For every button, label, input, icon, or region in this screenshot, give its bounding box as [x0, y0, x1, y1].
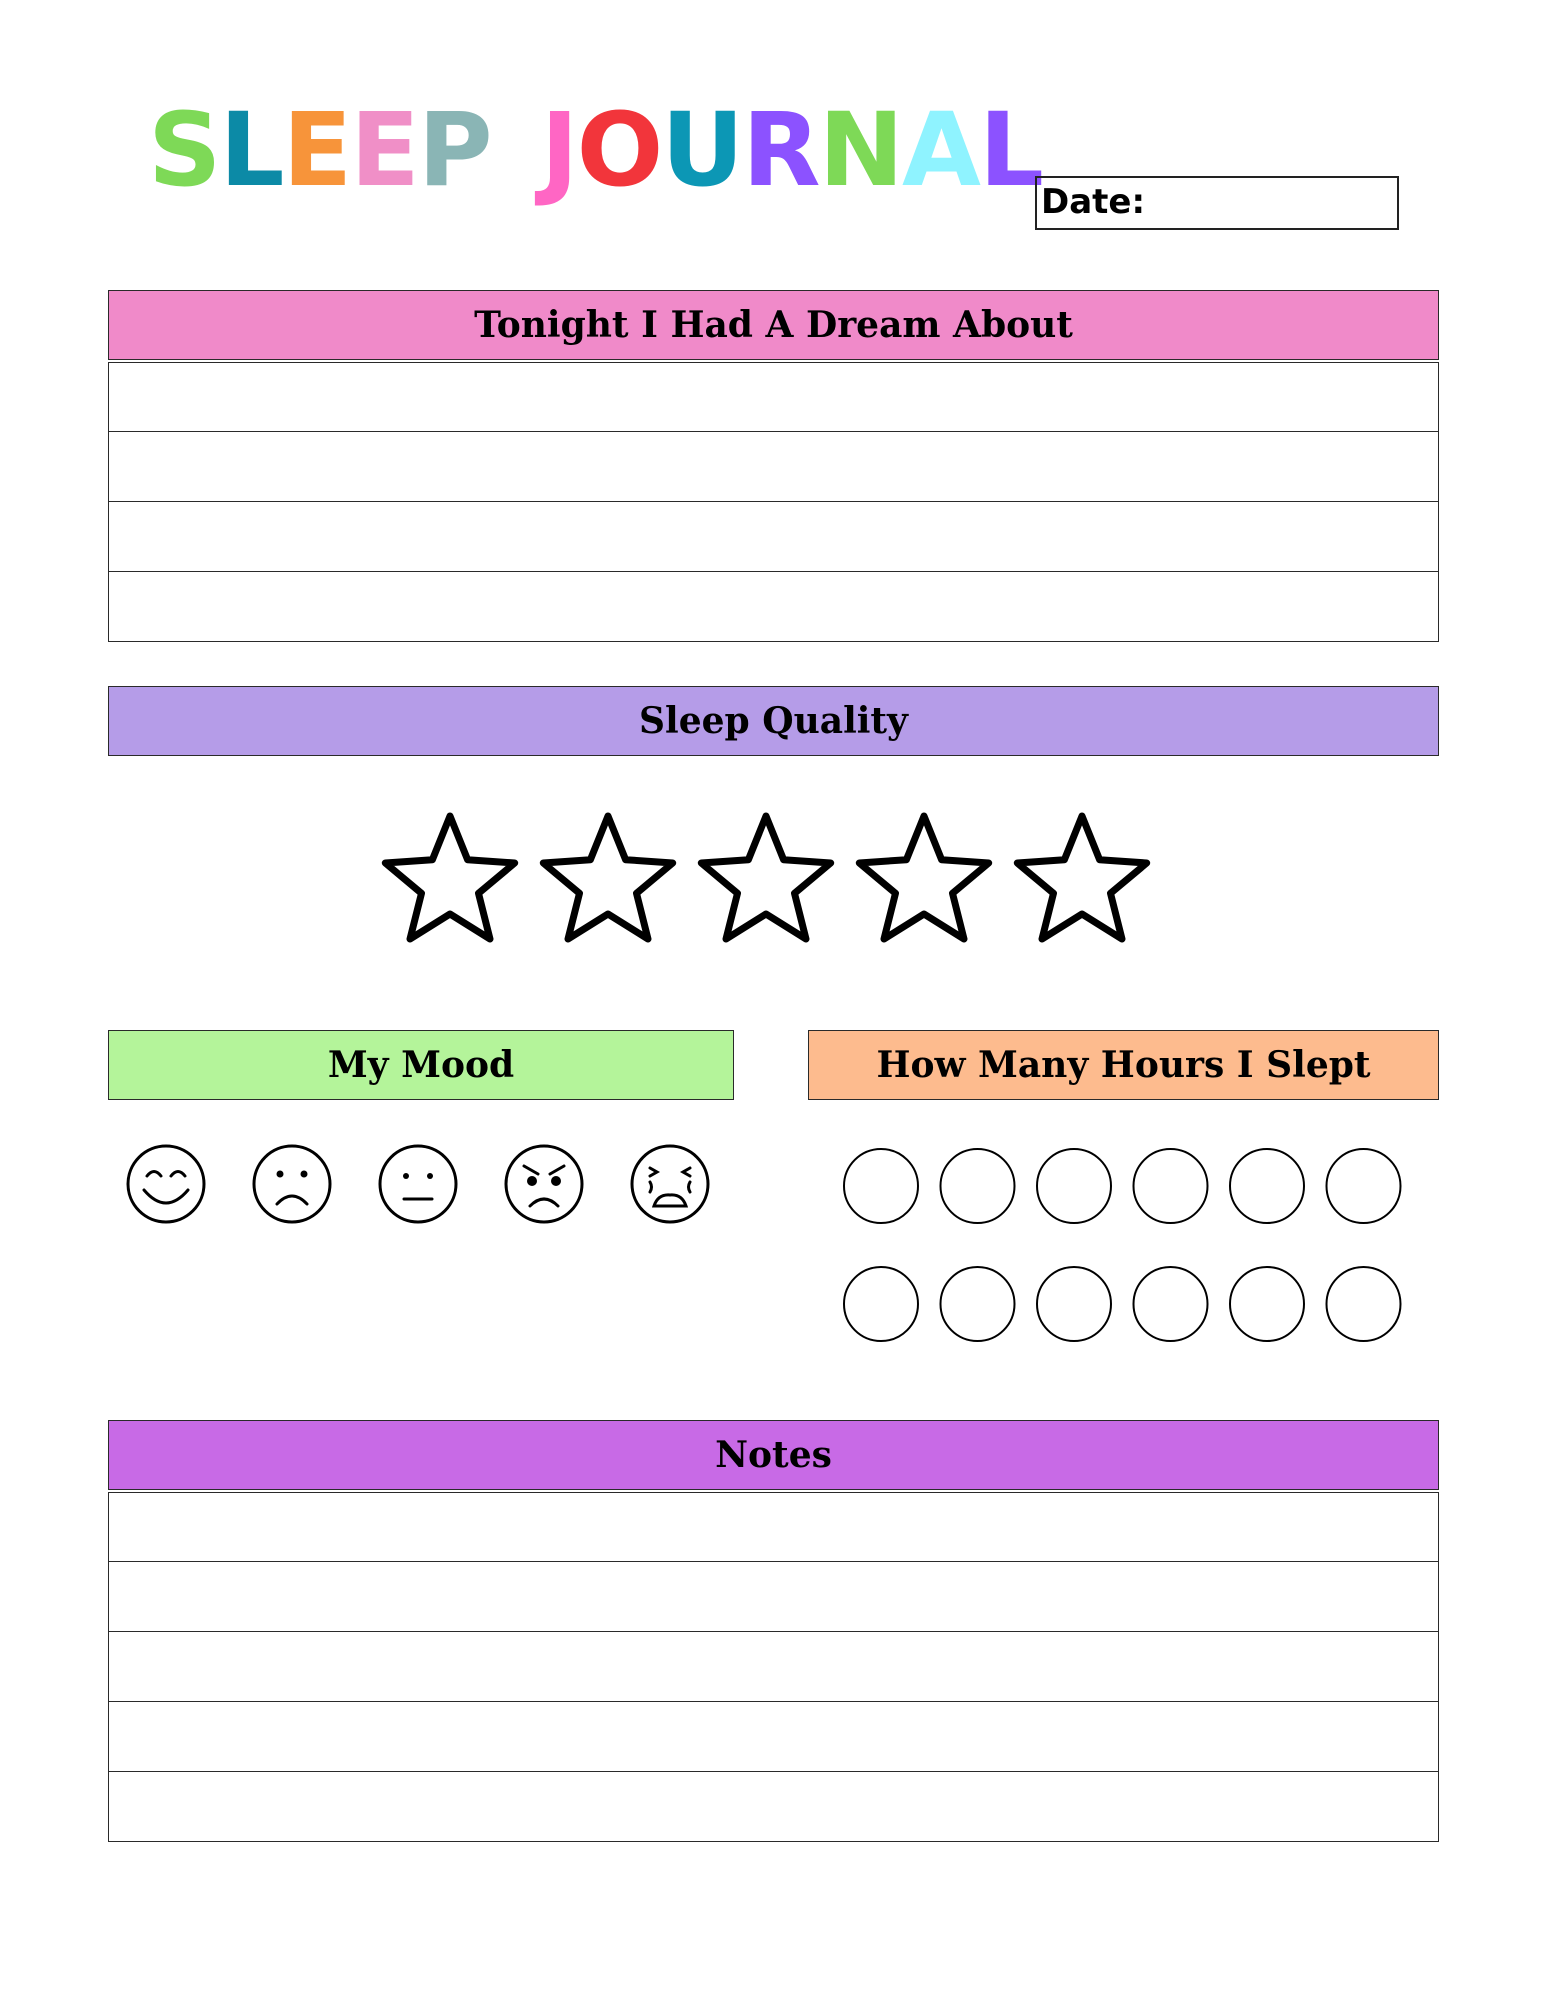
title-letter: P [417, 91, 491, 210]
hours-heading-banner [808, 1030, 1439, 1100]
sleep-quality-heading: Sleep Quality [639, 700, 908, 742]
notes-line[interactable] [108, 1562, 1439, 1632]
mood-faces [124, 1142, 724, 1226]
title-word-sleep [148, 91, 491, 210]
title-letter: J [540, 91, 577, 210]
dream-line[interactable] [108, 362, 1439, 432]
dream-line[interactable] [108, 502, 1439, 572]
hour-circle[interactable] [844, 1149, 918, 1223]
hour-circle[interactable] [1327, 1267, 1401, 1341]
star-icon[interactable] [1017, 816, 1146, 939]
angry-face-icon[interactable] [506, 1146, 582, 1222]
title-letter: L [219, 91, 283, 210]
star-icon[interactable] [859, 816, 988, 939]
star-icon[interactable] [543, 816, 672, 939]
title-letter: L [978, 91, 1042, 210]
hour-circle[interactable] [1037, 1149, 1111, 1223]
dream-line[interactable] [108, 572, 1439, 642]
hours-circles [842, 1147, 1408, 1347]
happy-face-icon[interactable] [128, 1146, 204, 1222]
date-label: Date: [1041, 182, 1146, 222]
hour-circle[interactable] [1327, 1149, 1401, 1223]
hour-circle[interactable] [1134, 1149, 1208, 1223]
star-icon[interactable] [701, 816, 830, 939]
title-letter: N [818, 91, 903, 210]
hour-circle[interactable] [1037, 1267, 1111, 1341]
star-rating[interactable] [380, 808, 1160, 950]
title-word-journal [541, 91, 1042, 210]
sad-face-icon[interactable] [254, 1146, 330, 1222]
notes-line[interactable] [108, 1772, 1439, 1842]
notes-line[interactable] [108, 1492, 1439, 1562]
title-letter: U [661, 91, 743, 210]
notes-line[interactable] [108, 1702, 1439, 1772]
title-letter: R [742, 91, 819, 210]
hour-circle[interactable] [1134, 1267, 1208, 1341]
notes-heading-banner [108, 1420, 1439, 1490]
title-letter: O [576, 91, 662, 210]
dream-heading-banner [108, 290, 1439, 360]
hour-circle[interactable] [844, 1267, 918, 1341]
hour-circle[interactable] [941, 1267, 1015, 1341]
sleep-quality-heading-banner [108, 686, 1439, 756]
notes-line[interactable] [108, 1632, 1439, 1702]
hour-circle[interactable] [1230, 1149, 1304, 1223]
dream-line[interactable] [108, 432, 1439, 502]
notes-lines [108, 1492, 1439, 1842]
dream-heading: Tonight I Had A Dream About [474, 304, 1073, 346]
title-letter: E [282, 91, 351, 210]
title-letter: E [350, 91, 418, 210]
dream-lines [108, 362, 1439, 642]
title-letter: S [148, 91, 220, 210]
mood-heading: My Mood [327, 1044, 515, 1086]
hour-circle[interactable] [1230, 1267, 1304, 1341]
star-icon[interactable] [385, 816, 514, 939]
title-letter: A [902, 91, 979, 210]
neutral-face-icon[interactable] [380, 1146, 456, 1222]
hour-circle[interactable] [941, 1149, 1015, 1223]
date-field[interactable] [1035, 176, 1399, 230]
mood-heading-banner [108, 1030, 734, 1100]
hours-heading: How Many Hours I Slept [876, 1044, 1371, 1086]
notes-heading: Notes [715, 1434, 832, 1476]
crying-face-icon[interactable] [632, 1146, 708, 1222]
page-title [148, 91, 1042, 210]
